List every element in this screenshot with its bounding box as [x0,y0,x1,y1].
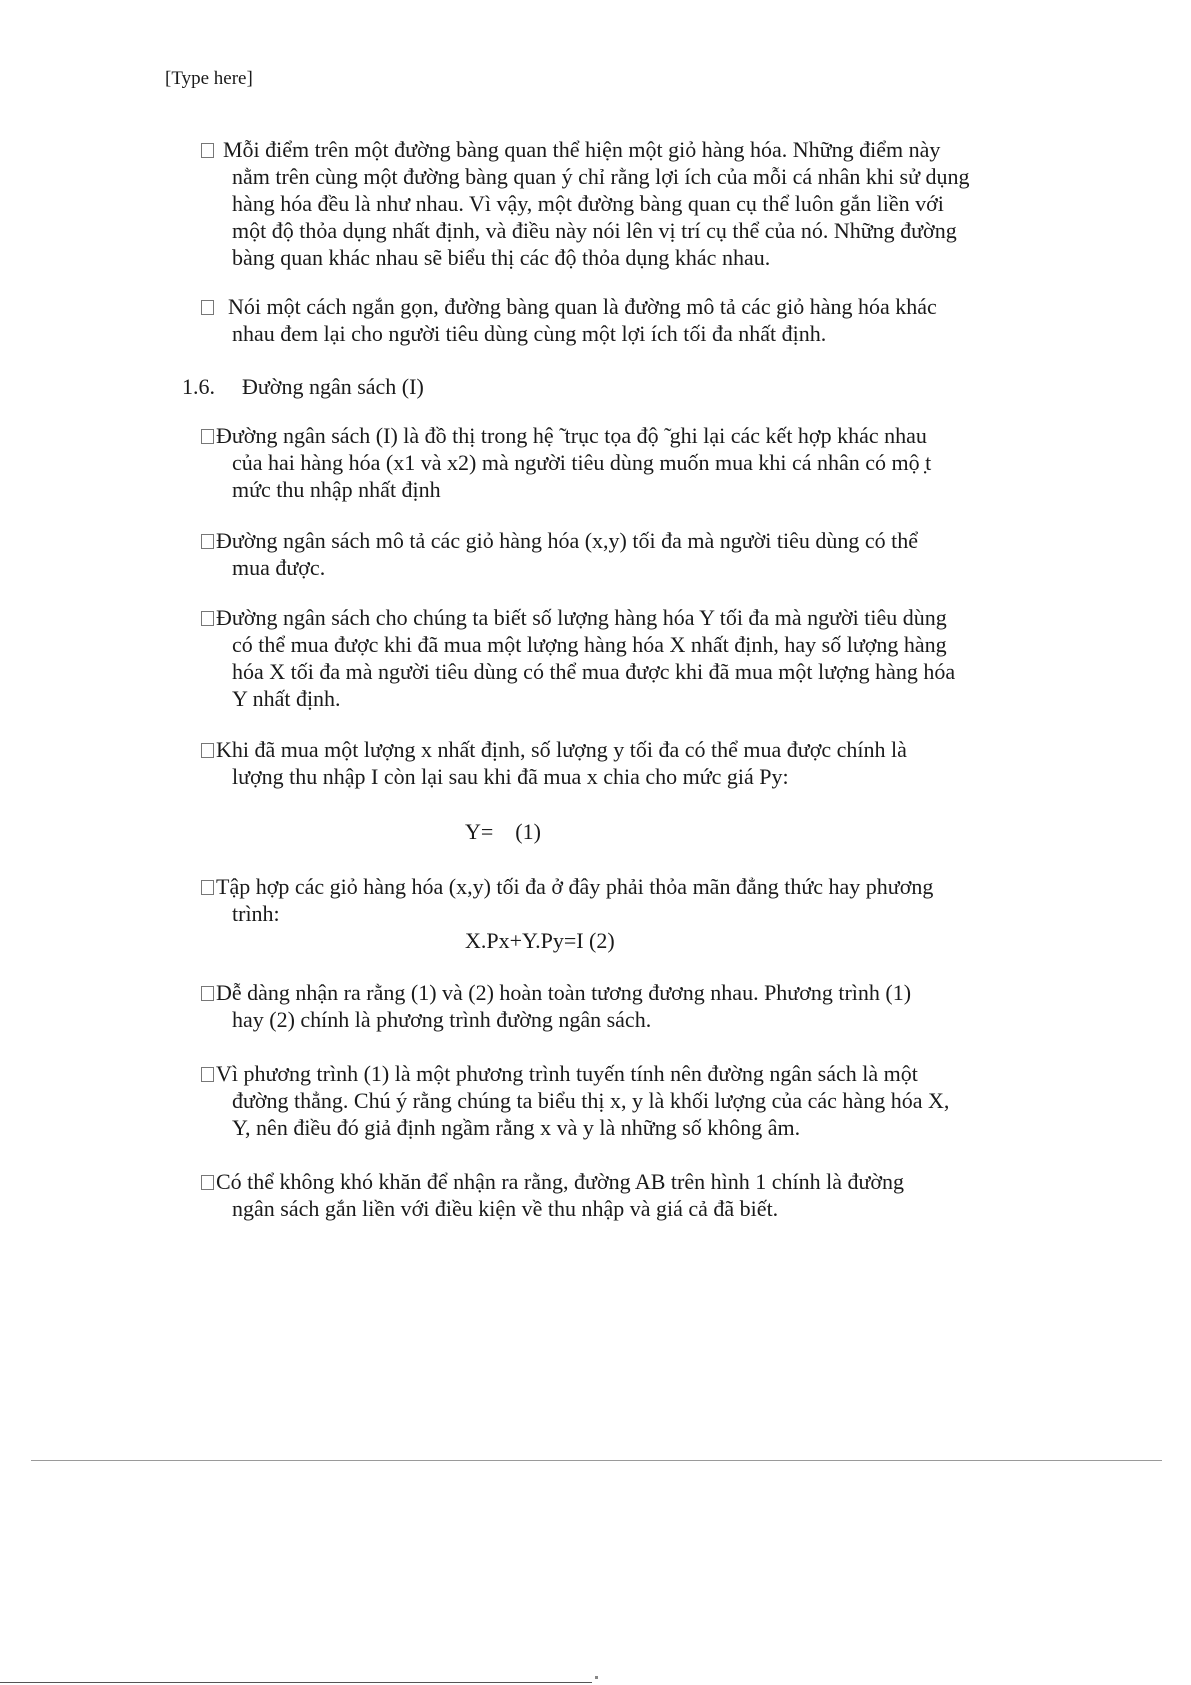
footer-divider [31,1460,1162,1461]
paragraph-line: Y nhất định. [232,686,341,711]
paragraph-line: trình: [232,901,280,926]
bullet-paragraph [201,293,1051,347]
paragraph-line: nằm trên cùng một đường bàng quan ý chỉ rằng lợi ích của mỗi cá nhân khi sử dụng [232,164,970,189]
checkbox-bullet-icon [201,1067,214,1082]
page-header: [Type here] [165,68,253,89]
paragraph-line: Khi đã mua một lượng x nhất định, số lượng y tối đa có thể mua được chính là [216,737,907,762]
paragraph-line: Vì phương trình (1) là một phương trình tuyến tính nên đường ngân sách là một [216,1061,918,1086]
checkbox-bullet-icon [201,143,214,158]
paragraph-line: nhau đem lại cho người tiêu dùng cùng một lợi ích tối đa nhất định. [232,321,827,346]
section-title: Đường ngân sách (I) [242,374,424,399]
checkbox-bullet-icon [201,611,214,626]
paragraph-line: hóa X tối đa mà người tiêu dùng có thể mua được khi đã mua một lượng hàng hóa [232,659,956,684]
paragraph-line: có thể mua được khi đã mua một lượng hàng hóa X nhất định, hay số lượng hàng [232,632,947,657]
paragraph-line: lượng thu nhập I còn lại sau khi đã mua x chia cho mức giá Py: [232,764,789,789]
paragraph-line: của hai hàng hóa (x1 và x2) mà người tiêu dùng muốn mua khi cá nhân có mộ ̣t [232,450,932,475]
checkbox-bullet-icon [201,880,214,895]
paragraph-line: Tập hợp các giỏ hàng hóa (x,y) tối đa ở đây phải thỏa mãn đẳng thức hay phương [216,874,934,899]
bullet-paragraph [201,979,1051,1033]
paragraph-line: đường thẳng. Chú ý rằng chúng ta biểu thị x, y là khối lượng của các hàng hóa X, [232,1088,950,1113]
paragraph-line: hàng hóa đều là như nhau. Vì vậy, một đường bàng quan cụ thể luôn gắn liền với [232,191,944,216]
section-heading [182,373,424,400]
checkbox-bullet-icon [201,1175,214,1190]
paragraph-line: Mỗi điểm trên một đường bàng quan thể hiện một giỏ hàng hóa. Những điểm này [223,137,941,162]
checkbox-bullet-icon [201,743,214,758]
paragraph-line: Đường ngân sách mô tả các giỏ hàng hóa (x,y) tối đa mà người tiêu dùng có thể [216,528,919,553]
paragraph-line: một độ thỏa dụng nhất định, và điều này nói lên vị trí cụ thể của nó. Những đường [232,218,957,243]
formula-1: Y= (1) [465,819,541,844]
bullet-paragraph [201,873,1051,927]
checkbox-bullet-icon [201,534,214,549]
bullet-paragraph [201,604,1051,712]
paragraph-line: Nói một cách ngắn gọn, đường bàng quan là đường mô tả các giỏ hàng hóa khác [228,294,937,319]
footnote-separator [0,1682,592,1683]
bullet-paragraph [201,422,1051,503]
section-number: 1.6. [182,374,215,399]
bullet-paragraph [201,527,1051,581]
paragraph-line: Dễ dàng nhận ra rằng (1) và (2) hoàn toàn tương đương nhau. Phương trình (1) [216,980,912,1005]
bullet-paragraph [201,136,1051,271]
paragraph-line: mức thu nhập nhất định [232,477,441,502]
bullet-paragraph [201,1168,1051,1222]
checkbox-bullet-icon [201,986,214,1001]
checkbox-bullet-icon [201,300,214,315]
paragraph-line: hay (2) chính là phương trình đường ngân sách. [232,1007,652,1032]
paragraph-line: Y, nên điều đó giả định ngầm rằng x và y là những số không âm. [232,1115,801,1140]
checkbox-bullet-icon [201,429,214,444]
bullet-paragraph [201,736,1051,790]
paragraph-line: mua được. [232,555,326,580]
paragraph-line: Đường ngân sách cho chúng ta biết số lượng hàng hóa Y tối đa mà người tiêu dùng [216,605,947,630]
paragraph-line: Đường ngân sách (I) là đồ thị trong hệ ̃ trục tọa độ ̃ ghi lại các kết hợp khác nhau [216,423,927,448]
bullet-paragraph [201,1060,1051,1141]
paragraph-line: bàng quan khác nhau sẽ biểu thị các độ thỏa dụng khác nhau. [232,245,771,270]
paragraph-line: ngân sách gắn liền với điều kiện về thu nhập và giá cả đã biết. [232,1196,779,1221]
formula-2: X.Px+Y.Py=I (2) [465,928,615,953]
paragraph-line: Có thể không khó khăn để nhận ra rằng, đường AB trên hình 1 chính là đường [216,1169,905,1194]
page-mark [595,1676,598,1679]
